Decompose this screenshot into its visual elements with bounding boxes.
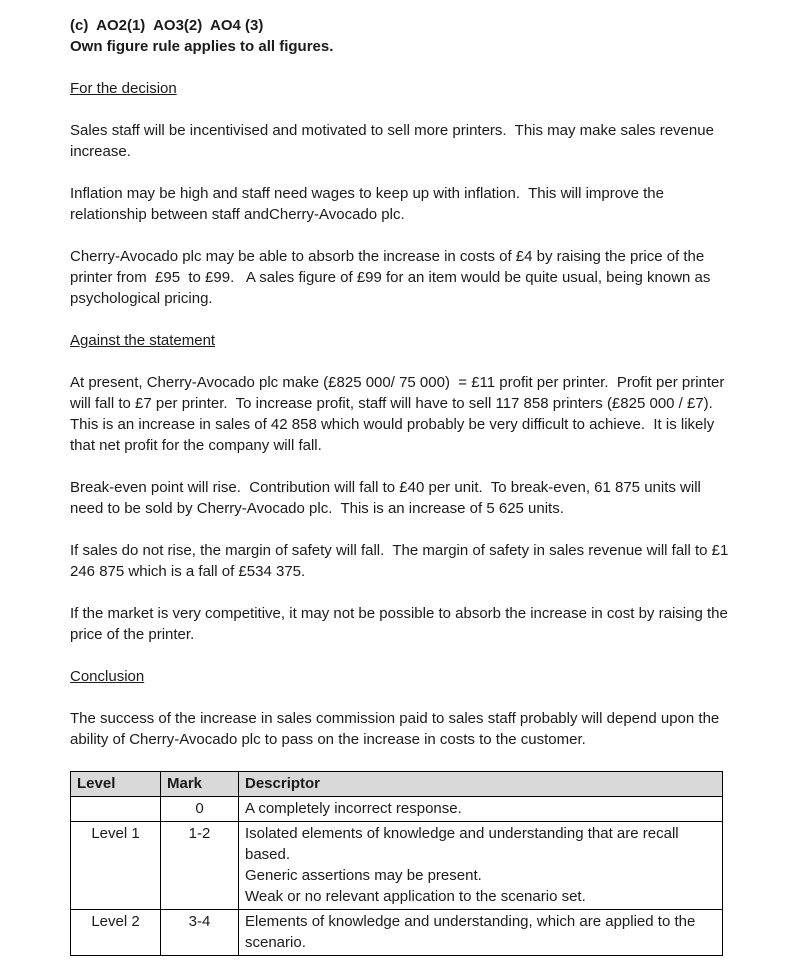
own-figure-rule-note: Own figure rule applies to all figures. — [70, 38, 334, 55]
section-heading-against-the-statement: Against the statement — [70, 332, 216, 349]
descriptor-line: Weak or no relevant application to the scenario set. — [245, 888, 586, 905]
paragraph: Cherry-Avocado plc may be able to absorb the increase in costs of £4 by raising the price of the printer from £95 to £99. A sales figure of £99 for an item would be quite usual, being known as psychological pricing. — [70, 248, 715, 307]
column-header-mark: Mark — [161, 772, 239, 797]
column-header-descriptor: Descriptor — [239, 772, 723, 797]
table-row — [71, 797, 723, 822]
table-row — [71, 910, 723, 956]
descriptor-line: Generic assertions may be present. — [245, 867, 482, 884]
section-heading-conclusion: Conclusion — [70, 668, 145, 685]
descriptor-line: A completely incorrect response. — [245, 800, 462, 817]
level-cell — [71, 797, 161, 822]
table-header-row — [71, 772, 723, 797]
paragraph: At present, Cherry-Avocado plc make (£825 000/ 75 000) = £11 profit per printer. Profit per printer will fall to £7 per printer. To increase profit, staff will have to sell 117 858 printers (£825 000 / £7). This is an increase in sales of 42 858 which would probably be very difficult to achieve. It is likely that net profit for the company will fall. — [70, 374, 729, 454]
marks-allocation-heading: (c) AO2(1) AO3(2) AO4 (3) — [70, 17, 264, 34]
descriptor-line: Isolated elements of knowledge and understanding that are recall based. — [245, 825, 679, 863]
paragraph: Sales staff will be incentivised and motivated to sell more printers. This may make sales revenue increase. — [70, 122, 719, 160]
descriptor-cell — [239, 822, 723, 910]
mark-cell: 3-4 — [161, 910, 239, 956]
descriptor-line: Elements of knowledge and understanding, which are applied to the scenario. — [245, 913, 696, 951]
descriptor-cell — [239, 797, 723, 822]
level-cell: Level 2 — [71, 910, 161, 956]
column-header-level: Level — [71, 772, 161, 797]
mark-cell: 0 — [161, 797, 239, 822]
paragraph: If the market is very competitive, it may not be possible to absorb the increase in cost by raising the price of the printer. — [70, 605, 732, 643]
paragraph: If sales do not rise, the margin of safety will fall. The margin of safety in sales revenue will fall to £1 246 875 which is a fall of £534 375. — [70, 542, 733, 580]
paragraph: The success of the increase in sales commission paid to sales staff probably will depend upon the ability of Cherry-Avocado plc to pass on the increase in costs to the customer. — [70, 710, 724, 748]
mark-cell: 1-2 — [161, 822, 239, 910]
paragraph: Break-even point will rise. Contribution will fall to £40 per unit. To break-even, 61 875 units will need to be sold by Cherry-Avocado plc. This is an increase of 5 625 units. — [70, 479, 706, 517]
table-row — [71, 822, 723, 910]
paragraph: Inflation may be high and staff need wages to keep up with inflation. This will improve the relationship between staff andCherry-Avocado plc. — [70, 185, 669, 223]
mark-scheme-table — [70, 771, 723, 956]
section-heading-for-the-decision: For the decision — [70, 80, 177, 97]
level-cell: Level 1 — [71, 822, 161, 910]
descriptor-cell — [239, 910, 723, 956]
